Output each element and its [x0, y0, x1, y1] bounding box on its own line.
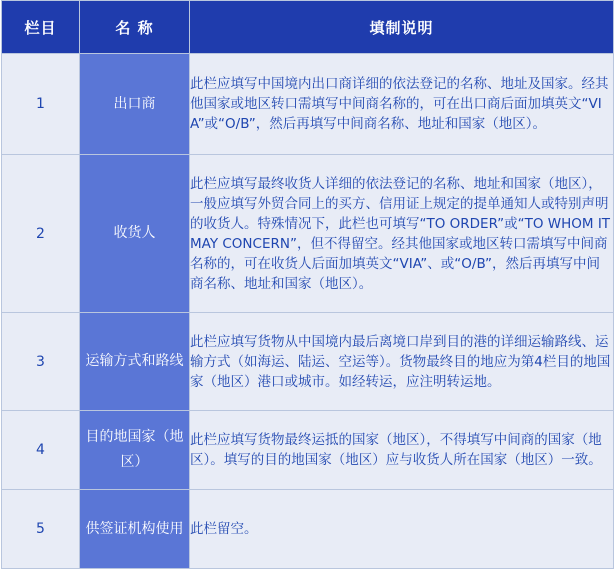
field-description: 此栏应填写货物最终运抵的国家（地区），不得填写中间商的国家（地区）。填写的目的地国家（地区）应与收货人所在国家（地区）一致。	[190, 411, 614, 490]
row-number: 3	[2, 313, 80, 411]
table-row	[2, 54, 614, 155]
row-number: 5	[2, 490, 80, 569]
row-number: 1	[2, 54, 80, 155]
field-name: 供签证机构使用	[80, 490, 190, 569]
header-row	[2, 1, 614, 54]
field-name: 运输方式和路线	[80, 313, 190, 411]
field-description: 此栏应填写中国境内出口商详细的依法登记的名称、地址及国家。经其他国家或地区转口需填写中间商名称的，可在出口商后面加填英文“VIA”或“O/B”，然后再填写中间商名称、地址和国家（地区）。	[190, 54, 614, 155]
table-row	[2, 490, 614, 569]
table-row	[2, 411, 614, 490]
header-name: 名 称	[80, 1, 190, 54]
table-row	[2, 155, 614, 313]
field-name: 目的地国家（地区）	[80, 411, 190, 490]
field-description: 此栏应填写最终收货人详细的依法登记的名称、地址和国家（地区），一般应填写外贸合同上的买方、信用证上规定的提单通知人或特别声明的收货人。特殊情况下，此栏也可填写“TO ORDER”或“TO WHOM IT MAY CONCERN”，但不得留空。经其他国家或地区转口需填写中间商名称的，可在收货人后面加填英文“VIA”、或“O/B”，然后再填写中间商名称、地址和国家（地区）。	[190, 155, 614, 313]
row-number: 2	[2, 155, 80, 313]
row-number: 4	[2, 411, 80, 490]
header-column: 栏目	[2, 1, 80, 54]
field-description: 此栏应填写货物从中国境内最后离境口岸到目的港的详细运输路线、运输方式（如海运、陆运、空运等）。货物最终目的地应为第4栏目的地国家（地区）港口或城市。如经转运，应注明转运地。	[190, 313, 614, 411]
field-description: 此栏留空。	[190, 490, 614, 569]
field-name: 出口商	[80, 54, 190, 155]
field-name: 收货人	[80, 155, 190, 313]
instructions-table	[1, 0, 614, 569]
table-row	[2, 313, 614, 411]
header-instructions: 填制说明	[190, 1, 614, 54]
